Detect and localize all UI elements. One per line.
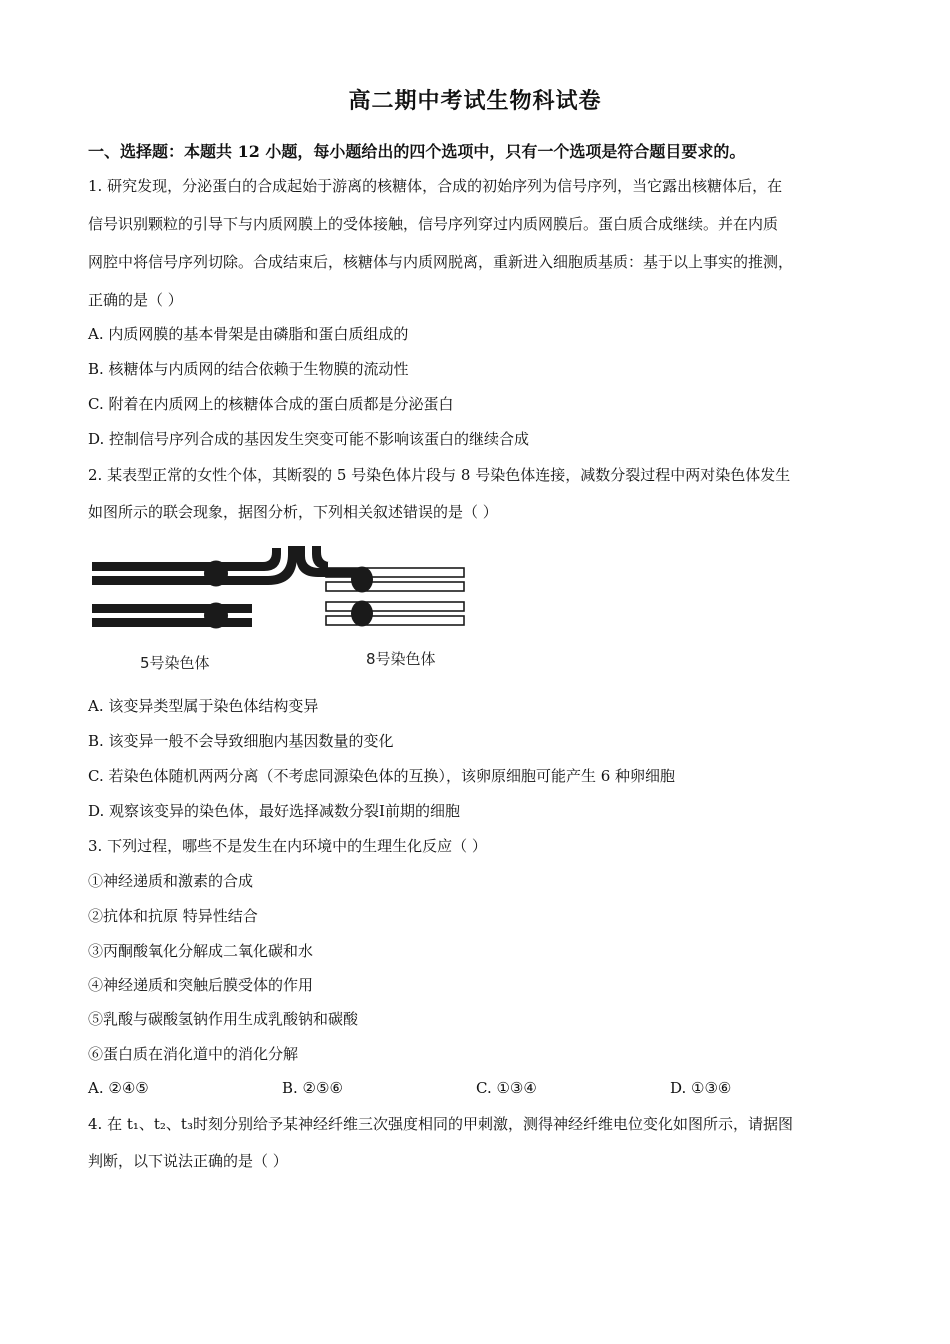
chromosome-figure bbox=[88, 540, 478, 680]
section-heading: 一、选择题：本题共 12 小题，每小题给出的四个选项中，只有一个选项是符合题目要求的。 bbox=[88, 142, 746, 161]
q4-stem-line: 判断，以下说法正确的是（ ） bbox=[88, 1152, 288, 1170]
q4-stem-line: 4. 在 t₁、t₂、t₃时刻分别给予某神经纤维三次强度相同的甲刺激，测得神经纤维电位变化如图所示，请据图 bbox=[88, 1115, 793, 1133]
q1-stem-line: 1. 研究发现，分泌蛋白的合成起始于游离的核糖体，合成的初始序列为信号序列，当它露出核糖体后，在 bbox=[88, 177, 783, 195]
q3-item: ②抗体和抗原 特异性结合 bbox=[88, 907, 258, 925]
q3-option-c: C. ①③④ bbox=[476, 1079, 537, 1097]
q3-item: ⑥蛋白质在消化道中的消化分解 bbox=[88, 1045, 299, 1063]
q2-stem-line: 2. 某表型正常的女性个体，其断裂的 5 号染色体片段与 8 号染色体连接，减数分裂过程中两对染色体发生 bbox=[88, 466, 791, 484]
q1-option-c: C. 附着在内质网上的核糖体合成的蛋白质都是分泌蛋白 bbox=[88, 395, 454, 413]
chromosome-8-upper bbox=[326, 567, 464, 593]
q2-option-c: C. 若染色体随机两两分离（不考虑同源染色体的互换），该卵原细胞可能产生 6 种卵细胞 bbox=[88, 767, 676, 785]
chromosome-5-upper bbox=[92, 546, 297, 587]
q1-option-d: D. 控制信号序列合成的基因发生突变可能不影响该蛋白的继续合成 bbox=[88, 430, 530, 448]
figure-label-chr5: 5号染色体 bbox=[140, 654, 210, 672]
q3-option-d: D. ①③⑥ bbox=[670, 1079, 732, 1097]
q1-stem-line: 正确的是（ ） bbox=[88, 291, 183, 309]
figure-label-chr8: 8号染色体 bbox=[366, 650, 436, 668]
q3-item: ⑤乳酸与碳酸氢钠作用生成乳酸钠和碳酸 bbox=[88, 1010, 359, 1028]
q3-option-b: B. ②⑤⑥ bbox=[282, 1079, 343, 1097]
q3-item: ③丙酮酸氧化分解成二氧化碳和水 bbox=[88, 942, 314, 960]
q3-option-a: A. ②④⑤ bbox=[88, 1079, 149, 1097]
q1-stem-line: 网腔中将信号序列切除。合成结束后，核糖体与内质网脱离，重新进入细胞质基质：基于以上事实的推测， bbox=[88, 253, 794, 271]
q2-stem-line: 如图所示的联会现象，据图分析，下列相关叙述错误的是（ ） bbox=[88, 503, 498, 521]
chromosome-5-lower bbox=[92, 603, 252, 629]
q3-item: ④神经递质和突触后膜受体的作用 bbox=[88, 976, 314, 994]
chromosome-8-lower bbox=[326, 601, 464, 627]
q1-option-b: B. 核糖体与内质网的结合依赖于生物膜的流动性 bbox=[88, 360, 409, 378]
q2-option-a: A. 该变异类型属于染色体结构变异 bbox=[88, 697, 319, 715]
q1-stem-line: 信号识别颗粒的引导下与内质网膜上的受体接触，信号序列穿过内质网膜后。蛋白质合成继续。并在内质 bbox=[88, 215, 779, 233]
q3-item: ①神经递质和激素的合成 bbox=[88, 872, 254, 890]
q2-option-b: B. 该变异一般不会导致细胞内基因数量的变化 bbox=[88, 732, 394, 750]
q2-option-d: D. 观察该变异的染色体，最好选择减数分裂Ⅰ前期的细胞 bbox=[88, 802, 460, 820]
translocated-segment bbox=[296, 546, 330, 577]
q1-option-a: A. 内质网膜的基本骨架是由磷脂和蛋白质组成的 bbox=[88, 325, 409, 343]
page-title: 高二期中考试生物科试卷 bbox=[348, 88, 602, 114]
q3-stem: 3. 下列过程，哪些不是发生在内环境中的生理生化反应（ ） bbox=[88, 837, 487, 855]
